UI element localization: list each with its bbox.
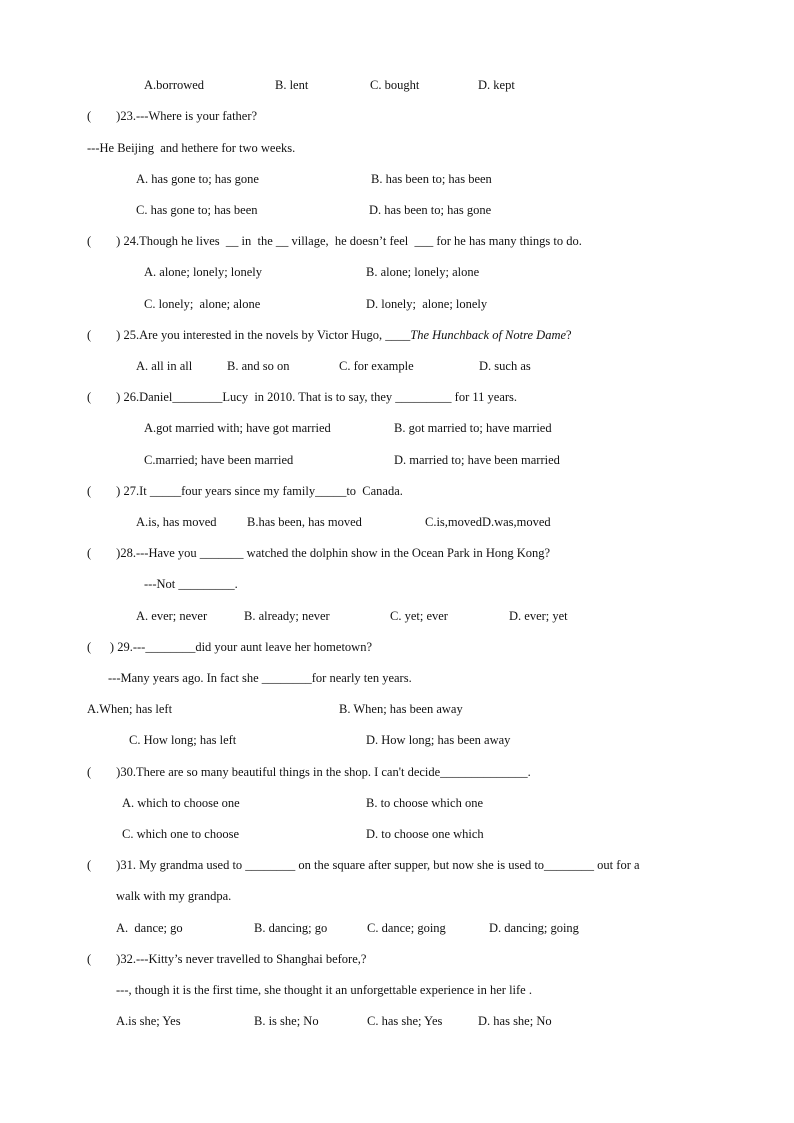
- q32-option-d: D. has she; No: [478, 1014, 552, 1028]
- q29-option-d: D. How long; has been away: [366, 733, 511, 747]
- q26-option-d: D. married to; have been married: [394, 453, 560, 467]
- q32-option-a: A.is she; Yes: [116, 1014, 181, 1028]
- q28-stem: ( )28.---Have you _______ watched the dolphin show in the Ocean Park in Hong Kong?: [87, 546, 551, 560]
- q29-stem: ( ) 29.---________did your aunt leave her hometown?: [87, 640, 372, 654]
- q31-stem: ( )31. My grandma used to ________ on the square after supper, but now she is used to________ out for a: [87, 858, 640, 872]
- q23-option-a: A. has gone to; has gone: [136, 172, 259, 186]
- q25-option-c: C. for example: [339, 359, 414, 373]
- q23-option-d: D. has been to; has gone: [369, 203, 492, 217]
- q30-option-b: B. to choose which one: [366, 796, 483, 810]
- q31-stem-continued: walk with my grandpa.: [116, 889, 232, 903]
- q23-option-c: C. has gone to; has been: [136, 203, 258, 217]
- q26-option-a: A.got married with; have got married: [144, 421, 331, 435]
- q29-option-c: C. How long; has left: [129, 733, 237, 747]
- q28-option-a: A. ever; never: [136, 609, 208, 623]
- q27-option-b: B.has been, has moved: [247, 515, 362, 529]
- q23-reply: ---He Beijing and hethere for two weeks.: [87, 141, 296, 155]
- q24-stem: ( ) 24.Though he lives __ in the __ village, he doesn’t feel ___ for he has many things to do.: [87, 234, 582, 248]
- q31-option-a: A. dance; go: [116, 921, 183, 935]
- q30-stem: ( )30.There are so many beautiful things in the shop. I can't decide______________.: [87, 765, 531, 779]
- q24-option-a: A. alone; lonely; lonely: [144, 265, 263, 279]
- q25-option-b: B. and so on: [227, 359, 290, 373]
- q29-option-b: B. When; has been away: [339, 702, 463, 716]
- q28-option-b: B. already; never: [244, 609, 330, 623]
- q23-option-b: B. has been to; has been: [371, 172, 492, 186]
- q30-option-c: C. which one to choose: [122, 827, 239, 841]
- q22-option-b: B. lent: [275, 78, 309, 92]
- q30-option-d: D. to choose one which: [366, 827, 484, 841]
- q29-reply: ---Many years ago. In fact she ________for nearly ten years.: [108, 671, 412, 685]
- q30-option-a: A. which to choose one: [122, 796, 240, 810]
- q28-option-d: D. ever; yet: [509, 609, 568, 623]
- q25-stem: [87, 327, 572, 343]
- q26-option-b: B. got married to; have married: [394, 421, 552, 435]
- q25-stem-text: ( ) 25.Are you interested in the novels by Victor Hugo, ____: [87, 328, 411, 342]
- q24-option-d: D. lonely; alone; lonely: [366, 297, 488, 311]
- q28-option-c: C. yet; ever: [390, 609, 448, 623]
- q31-option-c: C. dance; going: [367, 921, 446, 935]
- q27-stem: ( ) 27.It _____four years since my family_____to Canada.: [87, 484, 403, 498]
- q23-stem: ( )23.---Where is your father?: [87, 109, 258, 123]
- q24-option-c: C. lonely; alone; alone: [144, 297, 261, 311]
- q26-stem: ( ) 26.Daniel________Lucy in 2010. That is to say, they _________ for 11 years.: [87, 390, 518, 404]
- q32-stem: ( )32.---Kitty’s never travelled to Shanghai before,?: [87, 952, 367, 966]
- q32-reply: ---, though it is the first time, she thought it an unforgettable experience in her life .: [116, 983, 532, 997]
- q32-option-b: B. is she; No: [254, 1014, 319, 1028]
- q31-option-b: B. dancing; go: [254, 921, 328, 935]
- q31-option-d: D. dancing; going: [489, 921, 579, 935]
- q22-option-c: C. bought: [370, 78, 420, 92]
- q28-reply: ---Not _________.: [144, 577, 238, 591]
- q22-option-d: D. kept: [478, 78, 515, 92]
- q29-option-a: A.When; has left: [87, 702, 173, 716]
- q24-option-b: B. alone; lonely; alone: [366, 265, 480, 279]
- q26-option-c: C.married; have been married: [144, 453, 294, 467]
- q25-novel-title: The Hunchback of Notre Dame: [410, 328, 567, 342]
- q27-option-a: A.is, has moved: [136, 515, 217, 529]
- q27-option-cd: C.is,movedD.was,moved: [425, 515, 551, 529]
- q25-stem-end: ?: [566, 328, 572, 342]
- q22-option-a: A.borrowed: [144, 78, 205, 92]
- q32-option-c: C. has she; Yes: [367, 1014, 443, 1028]
- q25-option-d: D. such as: [479, 359, 531, 373]
- q25-option-a: A. all in all: [136, 359, 193, 373]
